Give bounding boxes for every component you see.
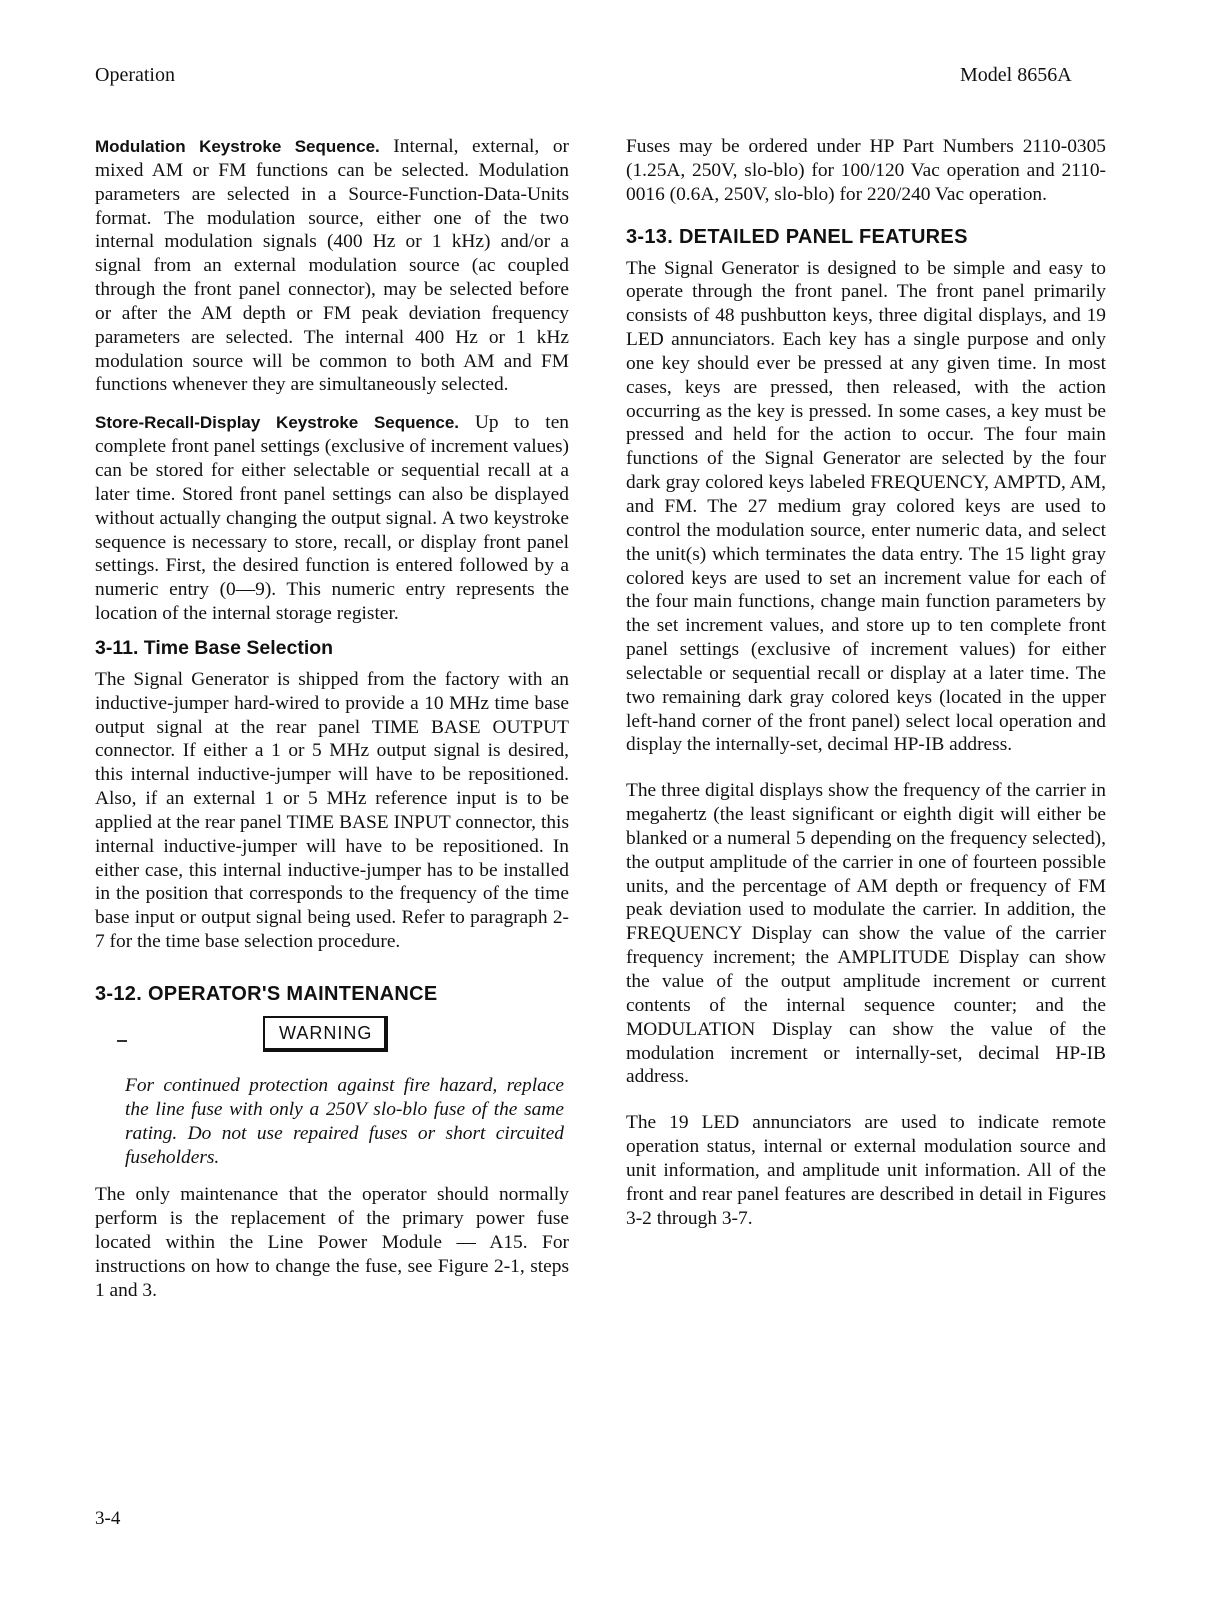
warning-block (95, 1014, 569, 1068)
section-heading-panel-features: 3-13. DETAILED PANEL FEATURES (626, 225, 968, 248)
panel-paragraph-1: The Signal Generator is designed to be simple and easy to operate through the front panel. The front panel primarily consists of 48 pushbutton keys, three digital displays, and 19 LED annunciators. Each key has a single purpose and only one key should ever be pressed at any given time. In most cases, keys are pressed, then released, with the action occurring as the key is pressed. In some cases, a key must be pressed and held for the action to occur. The four main functions of the Signal Generator are selected by the four dark gray colored keys labeled FREQUENCY, AMPTD, AM, and FM. The 27 medium gray colored keys are used to control the modulation source, enter numeric data, and select the unit(s) which terminates the data entry. The 15 light gray colored keys are used to set an increment value for each of the four main functions, change main function parameters by the set increment values, and store up to ten complete front panel settings (exclusive of increment values) for either selectable or sequential recall or display at a later time. The two remaining dark gray colored keys (located in the upper left-hand corner of the front panel) select local operation and display the internally-set, decimal HP-IB address. (626, 257, 1106, 756)
header-section-title: Operation (95, 64, 175, 86)
modulation-sequence-paragraph (95, 135, 569, 397)
header-model-name: Model 8656A (960, 64, 1072, 86)
run-in-heading: Modulation Keystroke Sequence. (95, 137, 380, 156)
store-recall-paragraph (95, 411, 569, 626)
fuses-paragraph: Fuses may be ordered under HP Part Numbers 2110-0305 (1.25A, 250V, slo-blo) for 100/120 Vac operation and 2110-0016 (0.6A, 250V, slo-blo) for 220/240 Vac operation. (626, 136, 1106, 205)
margin-dash (117, 1040, 127, 1042)
paragraph-text: Up to ten complete front panel settings (exclusive of increment values) can be stored for either selectable or sequential recall at a later time. Stored front panel settings can also be displayed without actually changing the output signal. A two keystroke sequence is necessary to store, recall, or display front panel settings. First, the desired function is entered followed by a numeric entry (0—9). This numeric entry represents the location of the internal storage register. (95, 412, 570, 625)
right-column (626, 135, 1106, 1230)
left-column (95, 135, 569, 1303)
maintenance-paragraph: The only maintenance that the operator should normally perform is the replacement of the primary power fuse located within the Line Power Module — A15. For instructions on how to change the fuse, see Figure 2-1, steps 1 and 3. (95, 1184, 569, 1301)
warning-text: For continued protection against fire hazard, replace the line fuse with only a 250V slo-blo fuse of the same rating. Do not use repaired fuses or short circuited fuseholders. (125, 1075, 564, 1168)
paragraph-text: Internal, external, or mixed AM or FM functions can be selected. Modulation parameters are selected in a Source-Function-Data-Units format. The modulation source, either one of the two internal modulation signals (400 Hz or 1 kHz) and/or a signal from an external modulation source (ac coupled through the front panel connector), may be selected before or after the AM depth or FM peak deviation frequency parameters are selected. The internal 400 Hz or 1 kHz modulation source will be common to both AM and FM functions whenever they are simultaneously selected. (95, 136, 569, 396)
time-base-paragraph: The Signal Generator is shipped from the factory with an inductive-jumper hard-wired to provide a 10 MHz time base output signal at the rear panel TIME BASE OUTPUT connector. If either a 1 or 5 MHz output signal is desired, this internal inductive-jumper will have to be repositioned. Also, if an external 1 or 5 MHz reference input is to be applied at the rear panel TIME BASE INPUT connector, this internal inductive-jumper will have to be repositioned. In either case, this internal inductive-jumper has to be installed in the position that corresponds to the frequency of the time base input or output signal being used. Refer to paragraph 2-7 for the time base selection procedure. (95, 668, 569, 953)
panel-paragraph-2: The three digital displays show the frequency of the carrier in megahertz (the least significant or eighth digit will either be blanked or a numeral 5 depending on the frequency selected), the output amplitude of the carrier in one of fourteen possible units, and the percentage of AM depth or frequency of FM peak deviation used to modulate the carrier. In addition, the FREQUENCY Display can show the value of the carrier frequency increment; the AMPLITUDE Display can show the value of the output amplitude increment or current contents of the internal sequence counter; and the MODULATION Display can show the value of the modulation increment or internally-set, decimal HP-IB address. (626, 780, 1106, 1088)
page-number: 3-4 (95, 1508, 121, 1529)
warning-label: WARNING (263, 1016, 388, 1052)
run-in-heading: Store-Recall-Display Keystroke Sequence. (95, 413, 460, 433)
section-heading-maintenance: 3-12. OPERATOR'S MAINTENANCE (95, 983, 438, 1005)
panel-paragraph-3: The 19 LED annunciators are used to indicate remote operation status, internal or external modulation source and unit information, and amplitude unit information. All of the front and rear panel features are described in detail in Figures 3-2 through 3-7. (626, 1112, 1106, 1229)
section-heading-time-base: 3-11. Time Base Selection (95, 636, 334, 659)
